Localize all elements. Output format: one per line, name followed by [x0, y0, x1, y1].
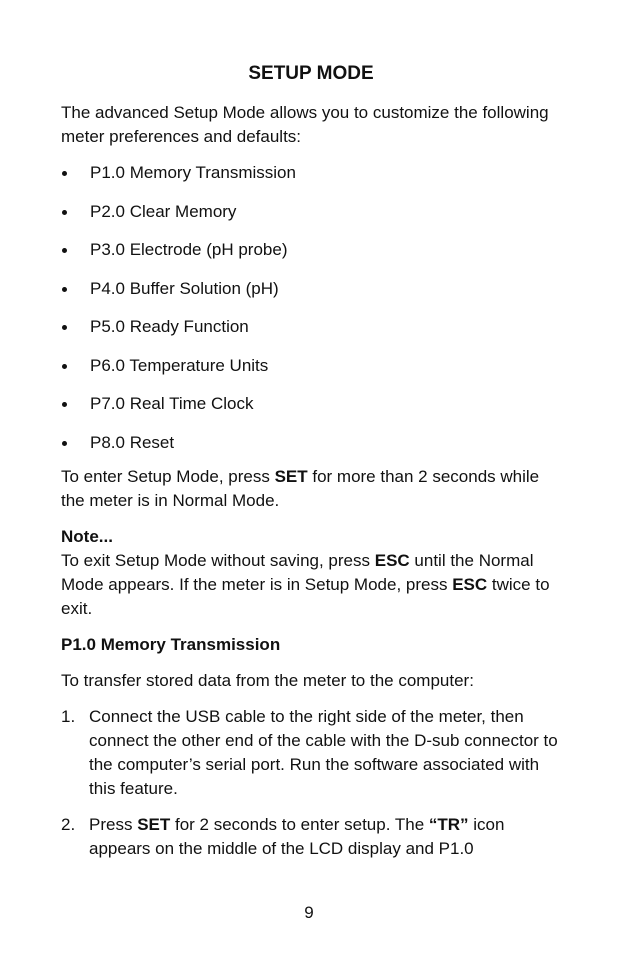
bullet-icon — [62, 364, 67, 369]
step-item: 2. Press SET for 2 seconds to enter setup. The “TR” icon appears on the middle of the LCD display and P1.0 — [61, 815, 505, 858]
list-item: P5.0 Ready Function — [61, 315, 561, 339]
note-text: To exit Setup Mode without saving, press ESC until the Normal Mode appears. If the meter is in Setup Mode, press ESC twice to exit. — [61, 551, 550, 618]
bullet-icon — [62, 325, 67, 330]
list-item: P2.0 Clear Memory — [61, 200, 561, 224]
list-item: P1.0 Memory Transmission — [61, 161, 561, 185]
bullet-icon — [62, 441, 67, 446]
list-item: P7.0 Real Time Clock — [61, 392, 561, 416]
step-number: 1. — [61, 707, 76, 726]
set-key-label: SET — [137, 815, 171, 834]
bullet-icon — [62, 171, 67, 176]
list-item: P4.0 Buffer Solution (pH) — [61, 277, 561, 301]
page-number: 9 — [304, 903, 314, 922]
page-title: SETUP MODE — [248, 63, 374, 84]
step-item: 1. Connect the USB cable to the right side of the meter, then connect the other end of the cable with the D-sub connector to the computer’s serial port. Run the software associated with this feature. — [61, 707, 558, 798]
preferences-list — [61, 161, 561, 455]
note-block — [61, 525, 561, 621]
transfer-intro: To transfer stored data from the meter to the computer: — [61, 671, 474, 690]
list-item: P3.0 Electrode (pH probe) — [61, 238, 561, 262]
bullet-icon — [62, 248, 67, 253]
esc-key-label: ESC — [452, 575, 488, 594]
bullet-icon — [62, 287, 67, 292]
set-key-label: SET — [274, 467, 308, 486]
enter-setup-paragraph: To enter Setup Mode, press SET for more than 2 seconds while the meter is in Normal Mode. — [61, 467, 540, 510]
section-heading: P1.0 Memory Transmission — [61, 635, 281, 654]
step-number: 2. — [61, 815, 76, 834]
note-label: Note... — [61, 527, 113, 546]
list-item: P8.0 Reset — [61, 431, 561, 455]
esc-key-label: ESC — [374, 551, 410, 570]
manual-page — [61, 62, 561, 873]
bullet-icon — [62, 402, 67, 407]
list-item: P6.0 Temperature Units — [61, 354, 561, 378]
intro-paragraph: The advanced Setup Mode allows you to customize the following meter preferences and defaults: — [61, 103, 549, 146]
bullet-icon — [62, 210, 67, 215]
tr-icon-label: “TR” — [428, 815, 469, 834]
